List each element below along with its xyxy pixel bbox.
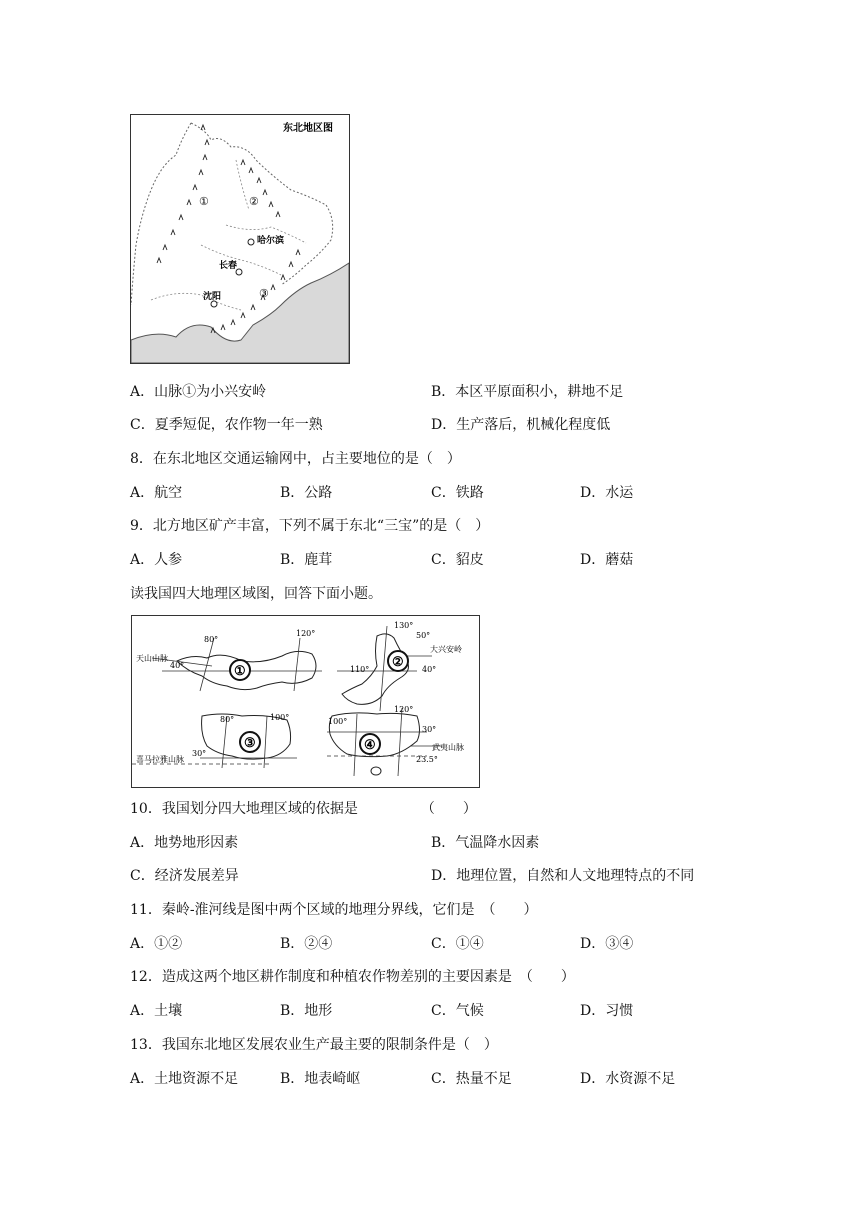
q13-option-c[interactable]: C．热量不足 [431,1071,512,1087]
q13-option-b[interactable]: B．地表崎岖 [280,1071,361,1087]
four-regions-drawing [132,616,479,787]
harbin-dot [248,239,254,245]
q12-option-c[interactable]: C．气候 [431,1003,484,1019]
q12-stem: 12．造成这两个地区耕作制度和种植农作物差别的主要因素是 （ ） [130,969,575,985]
marker-2: ② [249,195,259,208]
q10-stem: 10．我国划分四大地理区域的依据是 （ ） [130,801,477,817]
region-2-label: ② [392,655,404,670]
q7-option-c[interactable]: C．夏季短促，农作物一年一熟 [130,417,323,433]
p2-110: 110° [350,665,370,674]
p2-40: 40° [422,665,437,674]
p4-120: 120° [394,705,414,714]
region-3-label: ③ [244,736,256,751]
q8-option-d[interactable]: D．水运 [580,485,634,501]
marker-3: ③ [259,287,269,300]
q10-option-c[interactable]: C．经济发展差异 [130,868,239,884]
q11-stem: 11．秦岭-淮河线是图中两个区域的地理分界线，它们是 （ ） [130,902,538,918]
p4-30: 30° [422,725,437,734]
map2-intro: 读我国四大地理区域图，回答下面小题。 [130,586,382,602]
p1-80: 80° [204,635,219,644]
p3-100: 100° [270,713,290,722]
label-himalaya: 喜马拉雅山脉 [136,755,184,764]
p1-40: 40° [170,661,185,670]
q7-option-b[interactable]: B．本区平原面积小，耕地不足 [431,384,624,400]
q13-stem: 13．我国东北地区发展农业生产最主要的限制条件是（ ） [130,1037,498,1053]
four-regions-map [131,615,480,788]
q13-option-d[interactable]: D．水资源不足 [580,1071,676,1087]
q9-option-c[interactable]: C．貂皮 [431,552,484,568]
region-4-label: ④ [364,738,376,753]
northeast-map-drawing [131,115,349,363]
q9-option-d[interactable]: D．蘑菇 [580,552,634,568]
q7-option-d[interactable]: D．生产落后，机械化程度低 [431,417,611,433]
marker-1: ① [199,195,209,208]
q11-option-d[interactable]: D．③④ [580,936,634,952]
label-wuyi: 武夷山脉 [432,743,464,752]
q12-option-a[interactable]: A．土壤 [130,1003,183,1019]
q12-option-b[interactable]: B．地形 [280,1003,333,1019]
q13-option-a[interactable]: A．土地资源不足 [130,1071,239,1087]
q8-option-b[interactable]: B．公路 [280,485,333,501]
p4-235: 23.5° [416,755,438,764]
p4-100: 100° [328,717,348,726]
p3-30: 30° [192,749,207,758]
q10-option-d[interactable]: D．地理位置，自然和人文地理特点的不同 [431,868,695,884]
q8-option-a[interactable]: A．航空 [130,485,183,501]
label-tianshan: 天山山脉 [136,654,168,663]
city-changchun: 长春 [219,261,238,271]
q12-option-d[interactable]: D．习惯 [580,1003,634,1019]
q10-option-b[interactable]: B．气温降水因素 [431,835,540,851]
q10-option-a[interactable]: A．地势地形因素 [130,835,239,851]
p1-120: 120° [296,629,316,638]
region-1-label: ① [234,664,246,679]
map1-title: 东北地区图 [283,123,333,134]
label-daxinganling: 大兴安岭 [430,645,462,654]
p3-80: 80° [220,715,235,724]
q9-option-b[interactable]: B．鹿茸 [280,552,333,568]
q8-option-c[interactable]: C．铁路 [431,485,484,501]
q9-stem: 9．北方地区矿产丰富，下列不属于东北“三宝”的是（ ） [130,518,490,534]
q9-option-a[interactable]: A．人参 [130,552,183,568]
q11-option-a[interactable]: A．①② [130,936,183,952]
city-harbin: 哈尔滨 [257,236,285,246]
northeast-map [130,114,350,364]
q11-option-c[interactable]: C．①④ [431,936,484,952]
p2-130: 130° [394,621,414,630]
q7-option-a[interactable]: A．山脉①为小兴安岭 [130,384,267,400]
q11-option-b[interactable]: B．②④ [280,936,333,952]
city-shenyang: 沈阳 [203,292,222,302]
q8-stem: 8．在东北地区交通运输网中，占主要地位的是（ ） [130,451,461,467]
p2-50: 50° [416,631,431,640]
